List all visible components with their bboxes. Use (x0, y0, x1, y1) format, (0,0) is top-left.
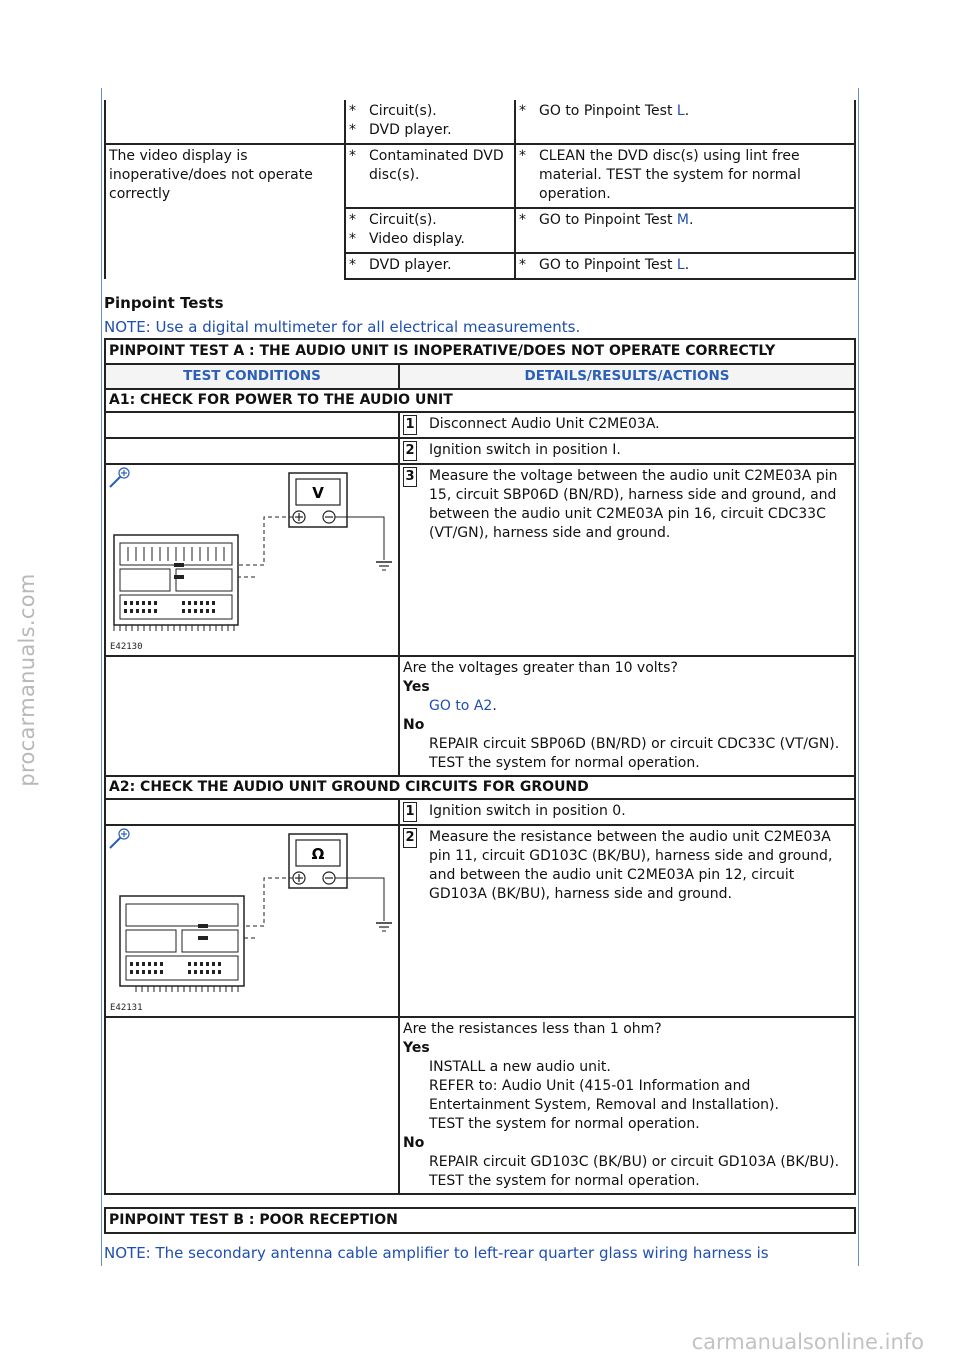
pinpoint-tests-heading: Pinpoint Tests (104, 294, 224, 312)
result-yes-text: TEST the system for normal operation. (429, 1116, 700, 1132)
cause-item: Video display. (369, 231, 465, 247)
cause-item: DVD player. (369, 257, 452, 273)
meter-symbol: Ω (311, 845, 325, 863)
step-a2-heading: A2: CHECK THE AUDIO UNIT GROUND CIRCUITS FOR GROUND (105, 776, 855, 799)
cause-cell: * Circuit(s). * Video display. (345, 208, 515, 253)
result-no-text: REPAIR circuit SBP06D (BN/RD) or circuit CDC33C (VT/GN). TEST the system for normal operation. (429, 736, 840, 771)
cause-item: DVD player. (369, 122, 452, 138)
cause-item: Contaminated DVD disc(s). (369, 148, 504, 183)
figure-label: E42130 (110, 642, 143, 652)
cause-cell: * Contaminated DVD disc(s). (345, 144, 515, 208)
step-cell: 2 Ignition switch in position I. (399, 438, 855, 464)
action-cell: * GO to Pinpoint Test L. (515, 253, 855, 279)
pinpoint-test-m-link[interactable]: M (676, 212, 689, 228)
step-number: 2 (403, 828, 417, 848)
step-a1-heading: A1: CHECK FOR POWER TO THE AUDIO UNIT (105, 389, 855, 412)
step-cell: 1 Disconnect Audio Unit C2ME03A. (399, 412, 855, 438)
result-question: Are the voltages greater than 10 volts? (403, 660, 678, 676)
page-right-rule (858, 88, 859, 1266)
condition-cell (105, 1017, 399, 1194)
figure-cell (105, 464, 399, 656)
step-cell: 1 Ignition switch in position 0. (399, 799, 855, 825)
action-cell: * GO to Pinpoint Test M. (515, 208, 855, 253)
result-yes-label: Yes (403, 679, 430, 695)
go-to-a2-link[interactable]: GO to A2 (429, 698, 493, 714)
pinpoint-test-b-title: PINPOINT TEST B : POOR RECEPTION (105, 1208, 855, 1233)
step-cell: 3 Measure the voltage between the audio unit C2ME03A pin 15, circuit SBP06D (BN/RD), harness side and ground, and between the audio unit C2ME03A pin 16, circuit CDC33C (VT/GN), harness side and ground. (399, 464, 855, 656)
step-number: 2 (403, 441, 417, 461)
step-cell: 2 Measure the resistance between the audio unit C2ME03A pin 11, circuit GD103C (BK/BU), harness side and ground, and between the audio unit C2ME03A pin 12, circuit GD103A (BK/BU), harness side and ground. (399, 825, 855, 1017)
symptom-cell (105, 100, 345, 144)
condition-cell (105, 799, 399, 825)
symptom-cell: The video display is inoperative/does not operate correctly (105, 144, 345, 279)
watermark-procarmanuals: procarmanuals.com (15, 573, 39, 787)
col-test-conditions: TEST CONDITIONS (105, 364, 399, 389)
meter-symbol: V (312, 484, 324, 502)
zoom-in-icon[interactable] (108, 467, 130, 489)
note-secondary-antenna: NOTE: The secondary antenna cable amplifier to left-rear quarter glass wiring harness is (104, 1244, 769, 1262)
symptom-row (105, 144, 855, 208)
result-yes-text: INSTALL a new audio unit. (429, 1059, 611, 1075)
pinpoint-test-l-link[interactable]: L (676, 257, 685, 273)
pinpoint-test-a (104, 338, 856, 1195)
step-number: 3 (403, 467, 417, 487)
step-number: 1 (403, 802, 417, 822)
note-multimeter: NOTE: Use a digital multimeter for all electrical measurements. (104, 318, 581, 336)
cause-cell: * Circuit(s). * DVD player. (345, 100, 515, 144)
result-cell (399, 1017, 855, 1194)
symptom-row (105, 100, 855, 144)
manual-page-content (104, 100, 856, 1264)
col-details-results-actions: DETAILS/RESULTS/ACTIONS (399, 364, 855, 389)
page-left-rule (101, 88, 102, 1266)
result-no-text: REPAIR circuit GD103C (BK/BU) or circuit GD103A (BK/BU). TEST the system for normal operation. (429, 1154, 840, 1189)
figure-e42131 (106, 826, 392, 1016)
pinpoint-test-a-title: PINPOINT TEST A : THE AUDIO UNIT IS INOPERATIVE/DOES NOT OPERATE CORRECTLY (105, 339, 855, 364)
condition-cell (105, 412, 399, 438)
cause-cell: * DVD player. (345, 253, 515, 279)
action-cell: * CLEAN the DVD disc(s) using lint free material. TEST the system for normal operation. (515, 144, 855, 208)
cause-item: Circuit(s). (369, 212, 437, 228)
result-question: Are the resistances less than 1 ohm? (403, 1021, 662, 1037)
condition-cell (105, 656, 399, 776)
figure-e42130 (106, 465, 392, 655)
result-yes-text: REFER to: Audio Unit (415-01 Information and Entertainment System, Removal and Installation). (429, 1078, 779, 1113)
result-yes-label: Yes (403, 1040, 430, 1056)
watermark-carmanualsonline: carmanualsonline.info (691, 1330, 924, 1354)
action-cell: * GO to Pinpoint Test L. (515, 100, 855, 144)
result-cell: Are the voltages greater than 10 volts? Yes GO to A2. No REPAIR circuit SBP06D (BN/RD) or circuit CDC33C (VT/GN). TEST the system for normal operation. (399, 656, 855, 776)
result-no-label: No (403, 1135, 425, 1151)
pinpoint-test-b (104, 1207, 856, 1234)
step-number: 1 (403, 415, 417, 435)
cause-item: Circuit(s). (369, 103, 437, 119)
zoom-in-icon[interactable] (108, 828, 130, 850)
connector-voltage-diagram (106, 465, 396, 655)
figure-cell (105, 825, 399, 1017)
condition-cell (105, 438, 399, 464)
result-no-label: No (403, 717, 425, 733)
figure-label: E42131 (110, 1003, 143, 1013)
symptom-chart (104, 100, 856, 280)
connector-resistance-diagram (106, 826, 396, 1016)
pinpoint-test-l-link[interactable]: L (676, 103, 685, 119)
